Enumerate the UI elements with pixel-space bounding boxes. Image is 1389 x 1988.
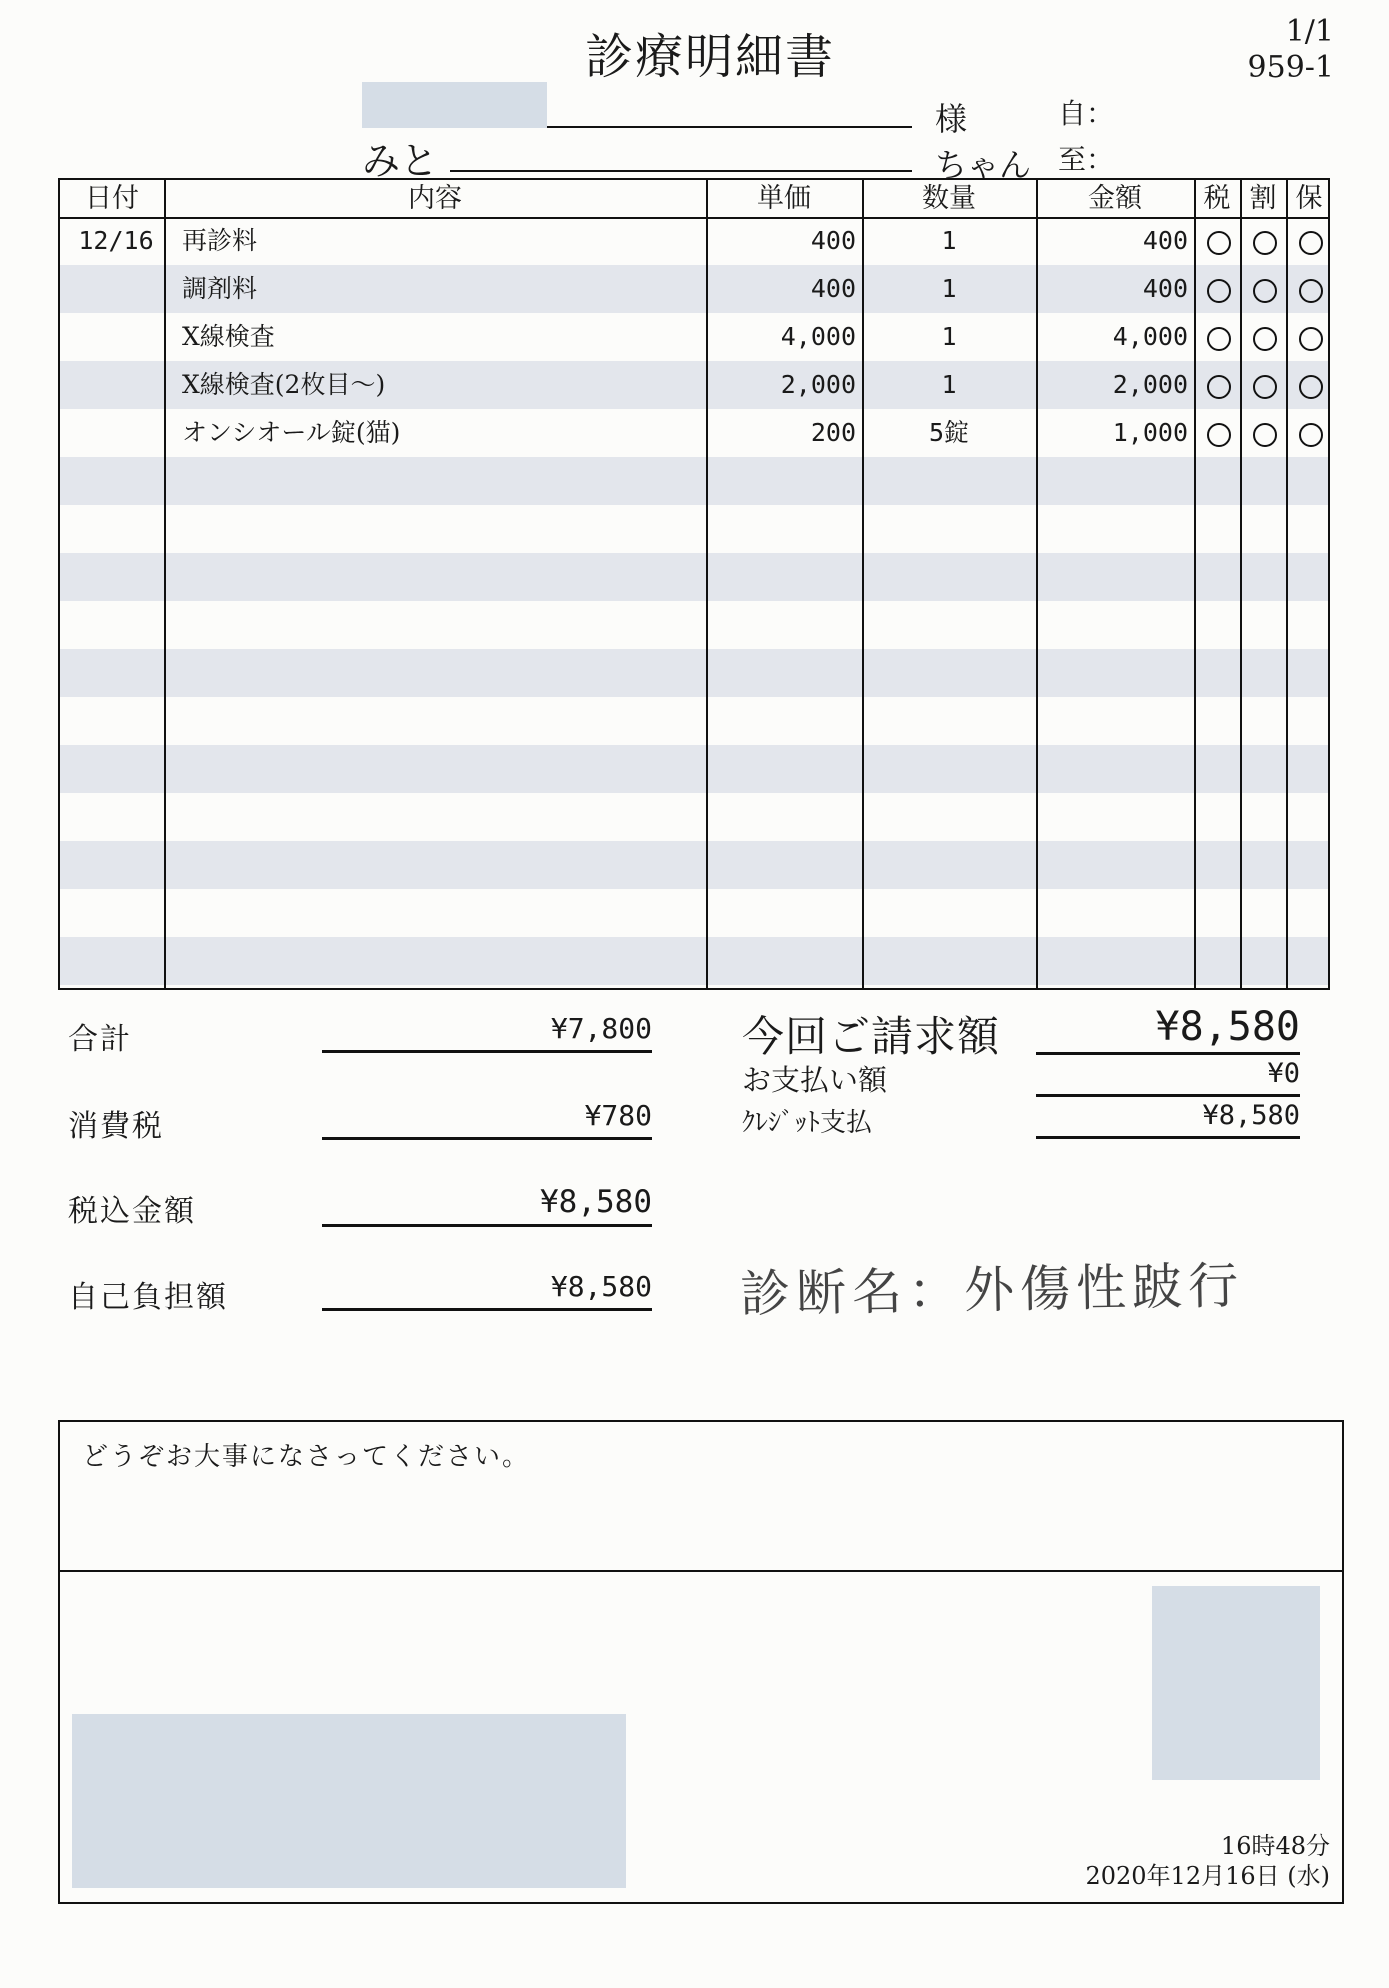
discount-mark xyxy=(1253,423,1277,447)
table-row xyxy=(60,265,1328,313)
pet-underline xyxy=(450,170,912,172)
row-date xyxy=(72,361,160,409)
row-amount: 400 xyxy=(1142,226,1188,255)
row-date: 12/16 xyxy=(78,226,154,255)
row-date xyxy=(72,409,160,457)
tax-mark xyxy=(1207,279,1231,303)
col-header-amount: 金額 xyxy=(1088,183,1142,214)
row-amount: 400 xyxy=(1142,274,1188,303)
discount-mark xyxy=(1253,279,1277,303)
tax-value: ¥780 xyxy=(322,1099,652,1140)
period-to-label: 至： xyxy=(1058,143,1115,176)
col-header-date: 日付 xyxy=(85,183,139,214)
pet-name: みと xyxy=(362,139,439,183)
table-row xyxy=(60,409,1328,457)
self-pay-label: 自己負担額 xyxy=(68,1280,228,1315)
col-header-unit-price: 単価 xyxy=(757,183,811,214)
billed-amount-label: 今回ご請求額 xyxy=(742,1012,1001,1061)
insurance-mark xyxy=(1299,279,1323,303)
row-amount: 2,000 xyxy=(1112,370,1188,399)
message-text: どうぞお大事になさってください。 xyxy=(82,1442,531,1472)
row-item: X線検査 xyxy=(182,322,275,351)
col-header-qty: 数量 xyxy=(922,183,976,214)
table-row xyxy=(60,361,1328,409)
handwritten-diagnosis: 診断名：外傷性跛行 xyxy=(739,1256,1245,1324)
paid-amount-label: お支払い額 xyxy=(742,1063,888,1097)
redacted-owner-name xyxy=(362,82,547,128)
row-amount: 1,000 xyxy=(1112,418,1188,447)
paid-amount-value: ¥0 xyxy=(1036,1058,1300,1097)
tax-mark xyxy=(1207,375,1231,399)
row-unit-price: 2,000 xyxy=(780,370,856,399)
tax-mark xyxy=(1207,231,1231,255)
row-unit-price: 200 xyxy=(810,418,856,447)
pet-suffix: ちゃん xyxy=(935,146,1032,184)
page-number-block xyxy=(1248,14,1334,86)
credit-payment-value: ¥8,580 xyxy=(1036,1100,1300,1139)
col-header-item: 内容 xyxy=(408,183,462,214)
footer-date: 2020年12月16日 (水) xyxy=(1085,1862,1330,1890)
period-from-label: 自： xyxy=(1058,97,1115,130)
row-date xyxy=(72,265,160,313)
tax-mark xyxy=(1207,423,1231,447)
tax-included-value: ¥8,580 xyxy=(322,1184,652,1227)
table-row xyxy=(60,313,1328,361)
subtotal-value: ¥7,800 xyxy=(322,1012,652,1053)
row-date xyxy=(72,313,160,361)
footer-time: 16時48分 xyxy=(1220,1832,1330,1860)
owner-suffix: 様 xyxy=(935,100,968,138)
redacted-clinic-info xyxy=(72,1714,626,1888)
tax-mark xyxy=(1207,327,1231,351)
table-row xyxy=(60,217,1328,265)
tax-included-label: 税込金額 xyxy=(68,1194,196,1229)
row-qty: 1 xyxy=(941,322,957,351)
col-header-tax: 税 xyxy=(1203,183,1231,214)
row-qty: 1 xyxy=(941,226,957,255)
row-unit-price: 4,000 xyxy=(780,322,856,351)
discount-mark xyxy=(1253,327,1277,351)
row-qty: 1 xyxy=(941,370,957,399)
insurance-mark xyxy=(1299,231,1323,255)
self-pay-value: ¥8,580 xyxy=(322,1270,652,1311)
document-code: 959-1 xyxy=(1247,50,1334,85)
detail-table xyxy=(58,178,1330,990)
col-header-insurance: 保 xyxy=(1295,183,1323,214)
col-header-discount: 割 xyxy=(1249,183,1277,214)
row-qty: 5錠 xyxy=(928,418,970,447)
subtotal-label: 合計 xyxy=(68,1022,132,1057)
discount-mark xyxy=(1253,375,1277,399)
discount-mark xyxy=(1253,231,1277,255)
owner-underline xyxy=(547,126,912,128)
message-box xyxy=(58,1420,1344,1904)
row-item: X線検査(2枚目～) xyxy=(182,370,386,399)
row-qty: 1 xyxy=(941,274,957,303)
credit-payment-label: ｸﾚｼﾞｯﾄ支払 xyxy=(742,1108,873,1138)
row-unit-price: 400 xyxy=(810,274,856,303)
insurance-mark xyxy=(1299,423,1323,447)
tax-label: 消費税 xyxy=(68,1109,164,1144)
insurance-mark xyxy=(1299,375,1323,399)
row-item: 調剤料 xyxy=(182,274,258,303)
row-unit-price: 400 xyxy=(810,226,856,255)
billed-amount-value: ¥8,580 xyxy=(1036,1004,1300,1055)
row-amount: 4,000 xyxy=(1112,322,1188,351)
redacted-stamp xyxy=(1152,1586,1320,1780)
document-title: 診療明細書 xyxy=(584,29,835,85)
row-item: オンシオール錠(猫) xyxy=(182,418,401,447)
insurance-mark xyxy=(1299,327,1323,351)
page-number: 1/1 xyxy=(1285,14,1334,49)
row-item: 再診料 xyxy=(182,226,258,255)
